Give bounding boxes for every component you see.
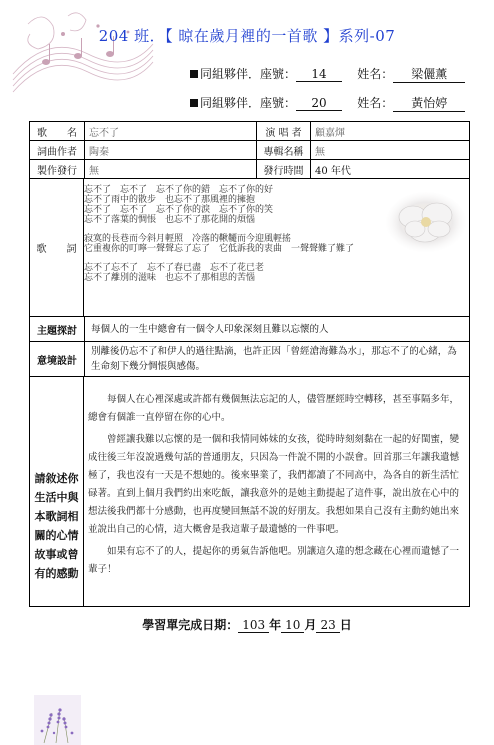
song-value: 忘不了 <box>84 122 256 140</box>
theme-text: 每個人的一生中總會有一個令人印象深刻且難以忘懷的人 <box>84 317 469 341</box>
member-line-2 <box>190 94 465 112</box>
singer-label: 演 唱 者 <box>256 122 310 140</box>
member2-seat: 20 <box>296 96 342 111</box>
singer-value: 顧嘉煇 <box>310 122 469 140</box>
member-line-1 <box>190 65 465 83</box>
lavender-image <box>34 695 81 745</box>
producer-label: 製作發行 <box>37 165 77 177</box>
story-label <box>30 469 83 583</box>
square-bullet-icon <box>190 99 198 107</box>
row-writer <box>30 141 469 160</box>
lyrics-line: 忘不了雨中的散步 也忘不了那風裡的擁抱 <box>84 195 256 205</box>
lyrics-label: 歌 詞 <box>30 179 84 316</box>
story-label-line: 故事或曾 <box>34 548 79 561</box>
page-title: 204 班．【 晾在歲月裡的一首歌 】系列-07 <box>98 27 396 45</box>
music-notes-ornament <box>8 4 158 100</box>
row-theme <box>30 317 469 342</box>
design-text: 別離後仍忘不了和伊人的過往點滴，也許正因「曾經滄海難為水」，那忘不了的心緒，為生命刻下幾分惆悵與感傷。 <box>84 342 469 376</box>
white-flower-image <box>385 191 467 253</box>
lyrics-stanza <box>84 263 424 283</box>
writer-label: 詞曲作者 <box>37 146 77 158</box>
completion-date-label: 學習單完成日期： <box>142 618 239 632</box>
song-label: 歌 名 <box>37 127 77 139</box>
producer-value: 無 <box>84 160 256 178</box>
lyrics-stanza <box>84 234 424 254</box>
album-value: 無 <box>310 141 469 159</box>
lyrics-line: 忘不了落葉的惆悵 也忘不了那花開的煩惱 <box>84 215 256 225</box>
lyrics-line: 忘不了離別的滋味 也忘不了那相思的苦惱 <box>84 273 256 283</box>
story-label-cell <box>30 377 84 606</box>
row-lyrics <box>30 179 469 317</box>
square-bullet-icon <box>190 70 198 78</box>
album-label: 專輯名稱 <box>256 141 310 159</box>
story-label-line: 有的感動 <box>34 567 79 580</box>
lyrics-text <box>84 185 424 292</box>
story-paragraph: 每個人在心裡深處或許都有幾個無法忘記的人，儘管歷經時空轉移，甚至事隔多年，總會有個誰一直停留在你的心中。 <box>88 394 459 423</box>
date-value: 40 年代 <box>310 160 469 178</box>
completion-day-unit: 日 <box>339 618 352 632</box>
story-paragraph: 曾經讓我難以忘懷的是一個和我情同姊妹的女孩，從時時刻刻黏在一起的好閨蜜，變成往後三年沒說過幾句話的普通朋友，只因為一件說不開的小誤會。回首那三年讓我遺憾極了，我也沒有一天是不想她的。後來畢業了，我們都讀了不同高中，為各自的新生活忙碌著。直到上個月我們約出來吃飯，讓我意外的是她主動提起了這件事，說出放在心中的想法後我們都十分感動，也再度變回無話不說的好朋友。我想如果自己沒有主動約她出來並說出自己的心情，這大概會是我這輩子最遺憾的一件事吧。 <box>88 434 459 535</box>
story-paragraph: 如果有忘不了的人，提起你的勇氣告訴他吧。別讓這久違的想念藏在心裡而遺憾了一輩子！ <box>88 546 459 575</box>
member1-seat: 14 <box>296 67 342 82</box>
row-producer <box>30 160 469 179</box>
story-text <box>88 391 459 583</box>
theme-label: 主題探討 <box>37 325 77 337</box>
design-label: 意境設計 <box>37 355 77 367</box>
lyrics-line: 忘不了 忘不了 忘不了你的錯 忘不了你的好 <box>84 185 274 195</box>
story-label-line: 請敘述你 <box>34 472 79 485</box>
completion-date <box>0 616 494 633</box>
member2-name: 黃怡婷 <box>393 94 465 112</box>
completion-year-unit: 年 <box>269 618 282 632</box>
row-design <box>30 342 469 377</box>
member2-label: 同組夥伴．座號： <box>200 96 297 110</box>
story-label-line: 本歌詞相 <box>34 510 79 523</box>
story-label-line: 關的心情 <box>34 529 79 542</box>
writer-value: 陶秦 <box>84 141 256 159</box>
completion-year: 103 <box>238 618 269 633</box>
worksheet-table <box>29 121 470 607</box>
completion-day: 23 <box>316 618 339 633</box>
row-song <box>30 122 469 141</box>
row-story <box>30 377 469 606</box>
member1-name-label: 姓名： <box>357 67 394 81</box>
completion-month: 10 <box>281 618 304 633</box>
completion-month-unit: 月 <box>304 618 317 632</box>
story-label-line: 生活中與 <box>34 491 79 504</box>
lyrics-line: 它重複你的叮嚀一聲聲忘了忘了 它低訴我的衷曲 一聲聲難了難了 <box>84 244 355 254</box>
lyrics-line: 忘不了忘不了 忘不了春已盡 忘不了花已老 <box>84 263 265 273</box>
member1-label: 同組夥伴．座號： <box>200 67 297 81</box>
lyrics-line: 忘不了 忘不了 忘不了你的淚 忘不了你的笑 <box>84 205 274 215</box>
date-label: 發行時間 <box>256 160 310 178</box>
member2-name-label: 姓名： <box>357 96 394 110</box>
lyrics-stanza <box>84 185 424 225</box>
member1-name: 梁儷薰 <box>393 65 465 83</box>
lyrics-line: 寂寞的長巷而今斜月輕照 冷落的鞦韆而今迎風輕搖 <box>84 234 292 244</box>
